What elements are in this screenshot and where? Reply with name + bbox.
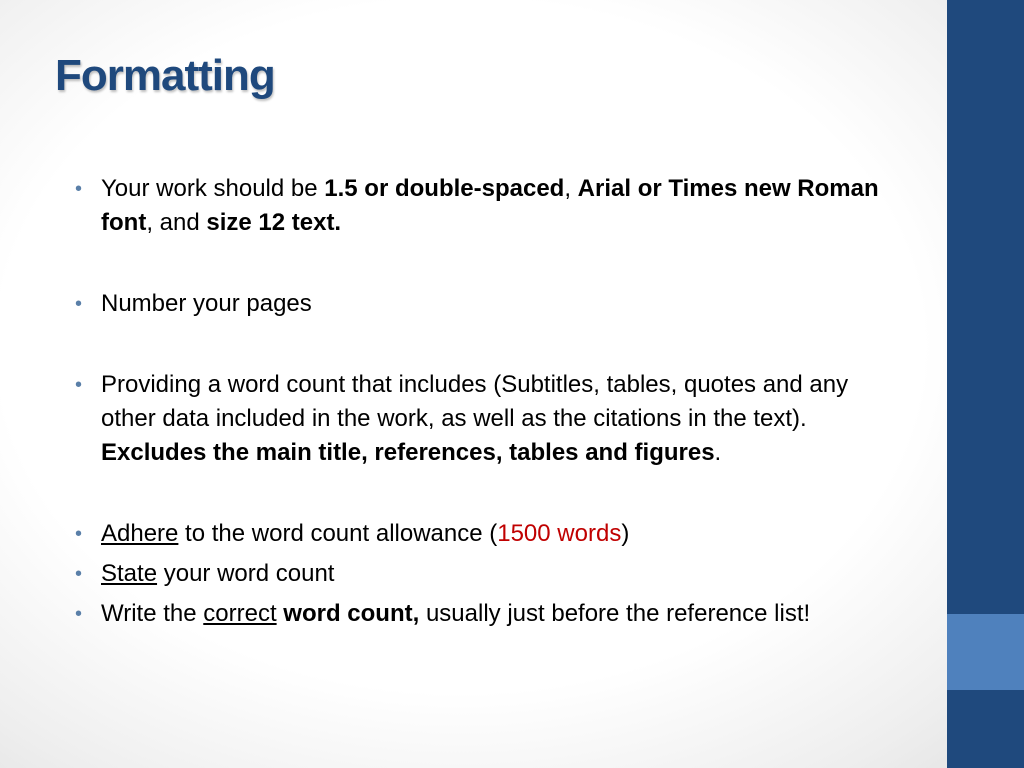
bullet-state-word-count bbox=[75, 557, 895, 591]
bullet-text-underlined: Adhere bbox=[101, 520, 179, 547]
bullet-text-underlined: State bbox=[101, 560, 158, 587]
bullet-text: Providing a word count that includes (Subtitles, tables, quotes and any other data included in the work, as well as the citations in the text). bbox=[101, 371, 849, 432]
bullet-text-bold: Arial or Times new Roman font bbox=[101, 175, 879, 236]
decorative-sidebar-accent bbox=[947, 614, 1024, 690]
bullet-text-bold: word count, bbox=[283, 600, 420, 627]
bullet-text: , bbox=[564, 175, 578, 202]
bullet-text: . bbox=[714, 439, 722, 466]
bullet-list bbox=[75, 172, 895, 631]
bullet-text: Write the bbox=[101, 600, 204, 627]
bullet-text-bold: 1.5 or double-spaced bbox=[324, 175, 565, 202]
bullet-write-correct-count bbox=[75, 597, 895, 631]
bullet-text: ) bbox=[621, 520, 630, 547]
bullet-adhere-allowance bbox=[75, 517, 895, 551]
slide-title: Formatting bbox=[55, 51, 275, 100]
bullet-text: usually just before the reference list! bbox=[419, 600, 811, 627]
bullet-text-bold: Excludes the main title, references, tables and figures bbox=[101, 439, 715, 466]
bullet-text: Your work should be bbox=[101, 175, 325, 202]
bullet-text-highlight: 1500 words bbox=[497, 520, 622, 547]
bullet-text: your word count bbox=[157, 560, 335, 587]
bullet-text: to the word count allowance ( bbox=[178, 520, 498, 547]
bullet-word-count-includes bbox=[75, 368, 895, 470]
bullet-formatting-rules bbox=[75, 172, 895, 240]
bullet-number-pages bbox=[75, 287, 895, 321]
bullet-text-bold: size 12 text. bbox=[206, 209, 342, 236]
bullet-text: , and bbox=[146, 209, 207, 236]
bullet-text: Number your pages bbox=[101, 290, 312, 317]
bullet-text-underlined: correct bbox=[203, 600, 277, 627]
